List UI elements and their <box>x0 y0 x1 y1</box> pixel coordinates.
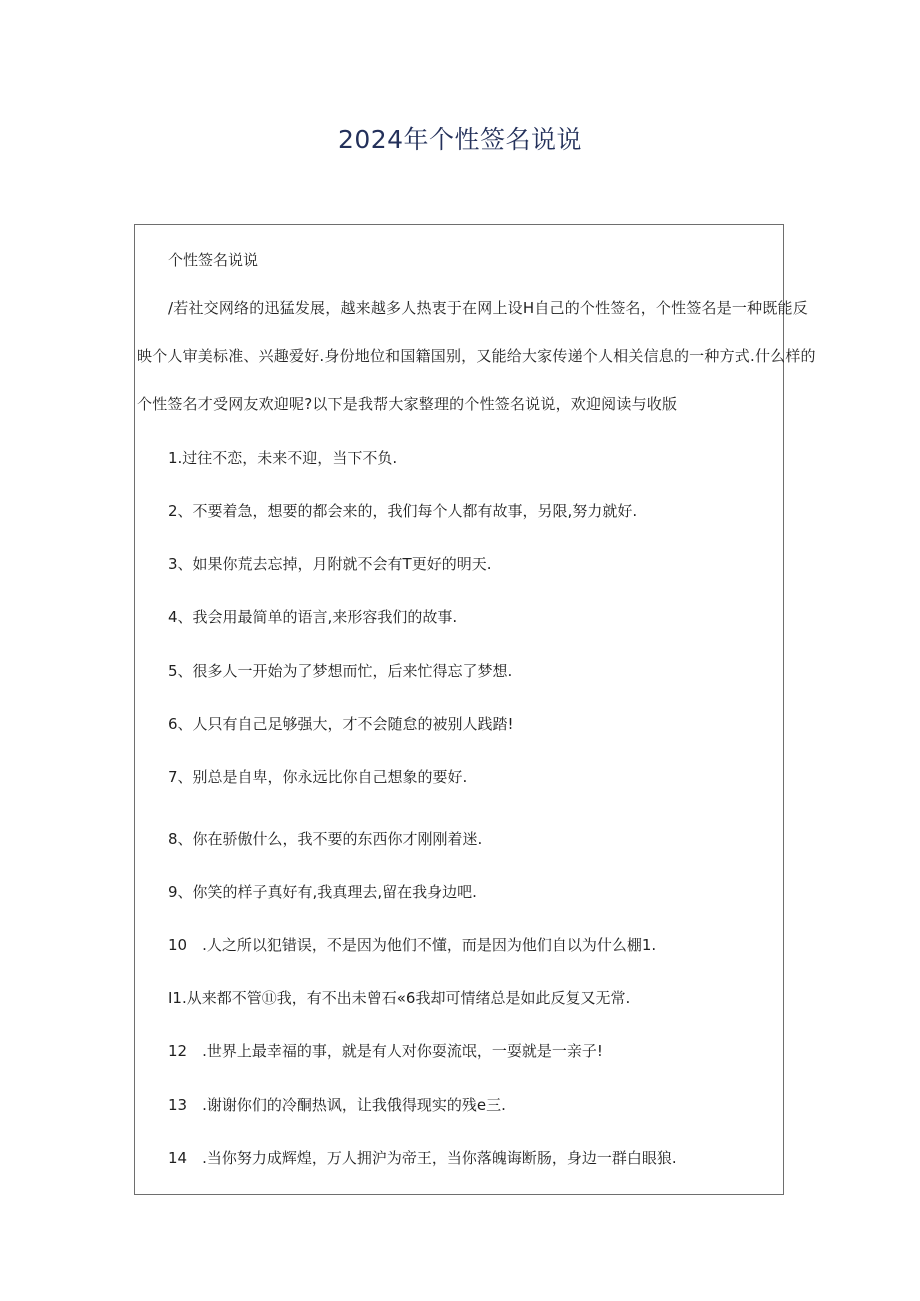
list-item-1: 1.过往不恋，未来不迎，当下不负. <box>168 449 398 467</box>
list-item-7: 7、别总是自卑，你永远比你自己想象的要好. <box>168 768 468 786</box>
list-item-10: 10 .人之所以犯错误，不是因为他们不懂，而是因为他们自以为什么棚1. <box>168 936 657 954</box>
intro-line-3: 个性签名才受网友欢迎呢?以下是我帮大家整理的个性签名说说，欢迎阅读与收版 <box>137 395 678 413</box>
intro-line-2: 映个人审美标准、兴趣爱好.身份地位和国籍国别，又能给大家传递个人相关信息的一种方式.什么样的 <box>137 347 816 365</box>
list-item-13: 13 .谢谢你们的冷酮热讽，让我俄得现实的残e三. <box>168 1096 506 1114</box>
list-item-6: 6、人只有自己足够强大，才不会随怠的被别人践踏! <box>168 715 514 733</box>
list-item-9: 9、你笑的样子真好有,我真理去,留在我身边吧. <box>168 883 477 901</box>
content-box <box>134 224 816 1195</box>
list-item-5: 5、很多人一开始为了梦想而忙，后来忙得忘了梦想. <box>168 662 513 680</box>
list-item-3: 3、如果你荒去忘掉，月附就不会有T更好的明天. <box>168 555 492 573</box>
list-item-12: 12 .世界上最幸福的事，就是有人对你耍流氓，一耍就是一亲子! <box>168 1042 603 1060</box>
list-item-2: 2、不要着急，想要的都会来的，我们每个人都有故事，另限,努力就好. <box>168 502 638 520</box>
document-title: 2024年个性签名说说 <box>337 125 583 154</box>
list-item-11: I1.从来都不管⑪我，有不出未曾石«6我却可情绪总是如此反复又无常. <box>168 989 631 1007</box>
section-heading: 个性签名说说 <box>168 251 259 269</box>
list-item-4: 4、我会用最简单的语言,来形容我们的故事. <box>168 608 458 626</box>
list-item-14: 14 .当你努力成辉煌，万人拥沪为帝王，当你落魄诲断肠，身边一群白眼狼. <box>168 1149 677 1167</box>
intro-line-1: /若社交网络的迅猛发展，越来越多人热衷于在网上设H自己的个性签名，个性签名是一种既能反 <box>168 299 808 317</box>
list-item-8: 8、你在骄傲什么，我不要的东西你才刚刚着迷. <box>168 830 483 848</box>
